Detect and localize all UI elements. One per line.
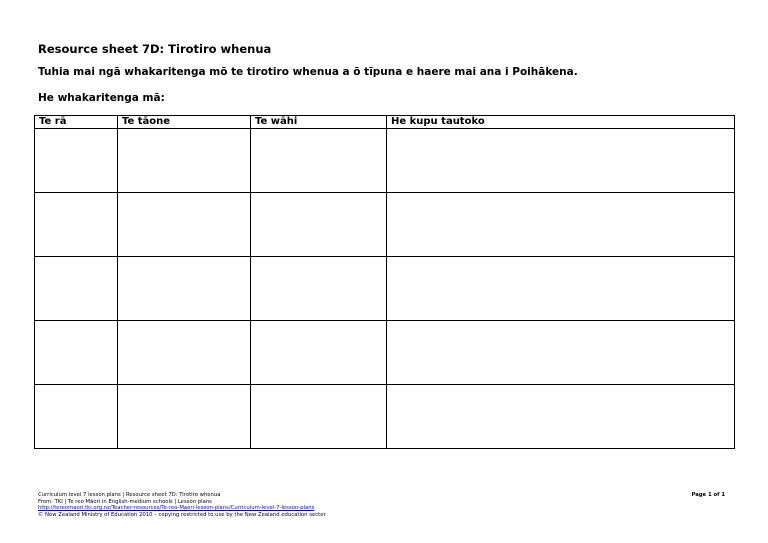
- footer-copyright: © New Zealand Ministry of Education 2010 – copying restricted to use by the New Zealand education sector: [38, 511, 326, 518]
- table-cell: [251, 321, 387, 385]
- table-cell: [387, 129, 735, 193]
- table-row: [35, 321, 735, 385]
- table-cell: [387, 257, 735, 321]
- table-cell: [35, 257, 118, 321]
- page-title: Resource sheet 7D: Tirotiro whenua: [38, 42, 272, 56]
- table-cell: [118, 385, 251, 449]
- table-header-row: [35, 116, 735, 129]
- table-cell: [35, 321, 118, 385]
- column-header-town: Te tāone: [118, 116, 251, 129]
- table-row: [35, 129, 735, 193]
- table-cell: [387, 385, 735, 449]
- page-footer: [38, 492, 326, 518]
- footer-link[interactable]: http://tereomaori.tki.org.nz/Teacher-resources/Te-reo-Maori-lesson-plans/Curriculum-level-7-lesson-plans: [38, 505, 315, 511]
- table-cell: [387, 321, 735, 385]
- table-row: [35, 193, 735, 257]
- column-header-date: Te rā: [35, 116, 118, 129]
- table-cell: [118, 129, 251, 193]
- subheading: He whakaritenga mā:: [38, 92, 165, 104]
- table-cell: [118, 193, 251, 257]
- table-cell: [35, 385, 118, 449]
- table-cell: [387, 193, 735, 257]
- table-cell: [251, 385, 387, 449]
- instruction-text: Tuhia mai ngā whakaritenga mō te tirotiro whenua a ō tīpuna e haere mai ana i Poihākena.: [38, 66, 578, 78]
- page-number: Page 1 of 1: [691, 492, 725, 498]
- table-cell: [35, 129, 118, 193]
- table-cell: [251, 257, 387, 321]
- table-cell: [251, 129, 387, 193]
- column-header-place: Te wāhi: [251, 116, 387, 129]
- table-cell: [35, 193, 118, 257]
- table-row: [35, 257, 735, 321]
- column-header-notes: He kupu tautoko: [387, 116, 735, 129]
- table-cell: [118, 321, 251, 385]
- footer-from-line: From: TKI | Te reo Māori in English-medium schools | Lesson plans: [38, 498, 212, 505]
- table-cell: [251, 193, 387, 257]
- footer-source-line: Curriculum level 7 lesson plans | Resource sheet 7D: Tirotiro whenua: [38, 492, 221, 498]
- table-row: [35, 385, 735, 449]
- table-cell: [118, 257, 251, 321]
- planning-table: [34, 115, 735, 449]
